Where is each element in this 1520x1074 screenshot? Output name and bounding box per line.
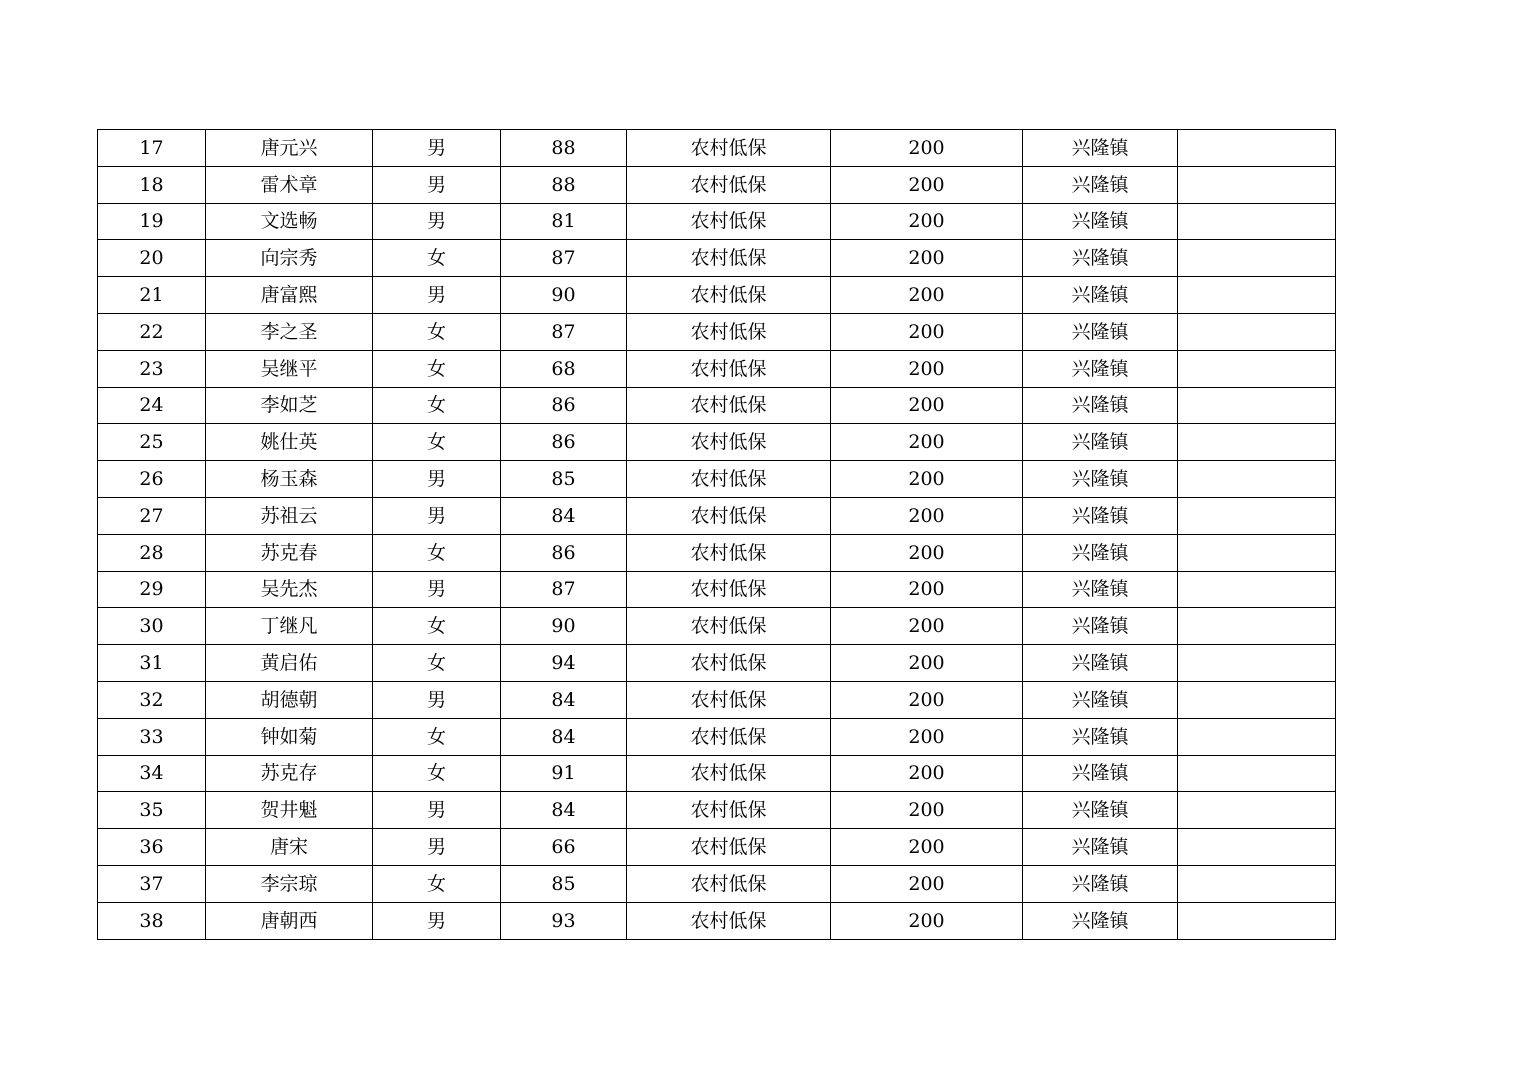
cell-age: 84 [501, 718, 627, 755]
table-row [98, 718, 1336, 755]
cell-category: 农村低保 [627, 387, 831, 424]
cell-amount: 200 [831, 865, 1023, 902]
cell-no: 21 [98, 277, 206, 314]
cell-remark [1178, 792, 1336, 829]
cell-amount: 200 [831, 203, 1023, 240]
cell-name: 苏祖云 [206, 497, 373, 534]
cell-remark [1178, 240, 1336, 277]
cell-name: 唐元兴 [206, 130, 373, 167]
cell-name: 李之圣 [206, 313, 373, 350]
cell-remark [1178, 865, 1336, 902]
table-row [98, 166, 1336, 203]
table-row [98, 534, 1336, 571]
cell-amount: 200 [831, 755, 1023, 792]
cell-category: 农村低保 [627, 130, 831, 167]
cell-no: 29 [98, 571, 206, 608]
table-row [98, 645, 1336, 682]
cell-town: 兴隆镇 [1023, 829, 1178, 866]
cell-town: 兴隆镇 [1023, 902, 1178, 939]
cell-name: 李宗琼 [206, 865, 373, 902]
cell-age: 87 [501, 313, 627, 350]
cell-category: 农村低保 [627, 902, 831, 939]
cell-age: 87 [501, 571, 627, 608]
cell-gender: 女 [373, 645, 501, 682]
cell-remark [1178, 902, 1336, 939]
cell-name: 钟如菊 [206, 718, 373, 755]
cell-amount: 200 [831, 461, 1023, 498]
cell-age: 81 [501, 203, 627, 240]
cell-gender: 男 [373, 461, 501, 498]
cell-age: 68 [501, 350, 627, 387]
cell-age: 86 [501, 387, 627, 424]
cell-age: 93 [501, 902, 627, 939]
cell-category: 农村低保 [627, 681, 831, 718]
cell-age: 66 [501, 829, 627, 866]
cell-no: 19 [98, 203, 206, 240]
cell-name: 贺井魁 [206, 792, 373, 829]
cell-category: 农村低保 [627, 203, 831, 240]
table-row [98, 681, 1336, 718]
cell-age: 85 [501, 865, 627, 902]
cell-town: 兴隆镇 [1023, 645, 1178, 682]
cell-category: 农村低保 [627, 240, 831, 277]
cell-town: 兴隆镇 [1023, 534, 1178, 571]
cell-gender: 男 [373, 166, 501, 203]
cell-age: 84 [501, 792, 627, 829]
cell-amount: 200 [831, 645, 1023, 682]
cell-remark [1178, 387, 1336, 424]
table-row [98, 829, 1336, 866]
cell-gender: 男 [373, 130, 501, 167]
cell-name: 吴继平 [206, 350, 373, 387]
cell-category: 农村低保 [627, 166, 831, 203]
cell-age: 84 [501, 681, 627, 718]
cell-town: 兴隆镇 [1023, 277, 1178, 314]
cell-gender: 男 [373, 681, 501, 718]
cell-name: 唐富熙 [206, 277, 373, 314]
cell-age: 94 [501, 645, 627, 682]
cell-town: 兴隆镇 [1023, 203, 1178, 240]
cell-remark [1178, 203, 1336, 240]
cell-amount: 200 [831, 497, 1023, 534]
document-page [97, 129, 1336, 940]
cell-no: 18 [98, 166, 206, 203]
cell-age: 84 [501, 497, 627, 534]
cell-gender: 女 [373, 718, 501, 755]
cell-no: 26 [98, 461, 206, 498]
cell-age: 88 [501, 130, 627, 167]
cell-age: 86 [501, 534, 627, 571]
cell-town: 兴隆镇 [1023, 497, 1178, 534]
cell-remark [1178, 277, 1336, 314]
cell-name: 苏克春 [206, 534, 373, 571]
cell-amount: 200 [831, 240, 1023, 277]
cell-age: 91 [501, 755, 627, 792]
cell-name: 唐朝西 [206, 902, 373, 939]
table-row [98, 792, 1336, 829]
table-row [98, 608, 1336, 645]
cell-category: 农村低保 [627, 461, 831, 498]
table-row [98, 313, 1336, 350]
beneficiary-table [97, 129, 1336, 940]
cell-amount: 200 [831, 350, 1023, 387]
cell-amount: 200 [831, 534, 1023, 571]
cell-age: 86 [501, 424, 627, 461]
cell-gender: 男 [373, 203, 501, 240]
cell-remark [1178, 571, 1336, 608]
cell-amount: 200 [831, 277, 1023, 314]
cell-category: 农村低保 [627, 829, 831, 866]
cell-gender: 女 [373, 608, 501, 645]
cell-no: 38 [98, 902, 206, 939]
cell-name: 胡德朝 [206, 681, 373, 718]
cell-no: 25 [98, 424, 206, 461]
cell-age: 88 [501, 166, 627, 203]
cell-no: 34 [98, 755, 206, 792]
table-row [98, 240, 1336, 277]
table-row [98, 497, 1336, 534]
cell-remark [1178, 424, 1336, 461]
cell-name: 吴先杰 [206, 571, 373, 608]
cell-gender: 男 [373, 829, 501, 866]
cell-age: 90 [501, 277, 627, 314]
cell-town: 兴隆镇 [1023, 424, 1178, 461]
cell-no: 17 [98, 130, 206, 167]
cell-town: 兴隆镇 [1023, 387, 1178, 424]
cell-gender: 女 [373, 534, 501, 571]
cell-category: 农村低保 [627, 865, 831, 902]
cell-remark [1178, 645, 1336, 682]
cell-category: 农村低保 [627, 645, 831, 682]
cell-gender: 男 [373, 497, 501, 534]
cell-category: 农村低保 [627, 792, 831, 829]
cell-town: 兴隆镇 [1023, 681, 1178, 718]
cell-town: 兴隆镇 [1023, 718, 1178, 755]
cell-category: 农村低保 [627, 608, 831, 645]
cell-gender: 女 [373, 865, 501, 902]
cell-age: 85 [501, 461, 627, 498]
cell-town: 兴隆镇 [1023, 350, 1178, 387]
table-body [98, 130, 1336, 940]
cell-gender: 女 [373, 240, 501, 277]
cell-amount: 200 [831, 718, 1023, 755]
cell-gender: 女 [373, 755, 501, 792]
cell-amount: 200 [831, 792, 1023, 829]
cell-gender: 男 [373, 792, 501, 829]
cell-gender: 女 [373, 313, 501, 350]
cell-no: 35 [98, 792, 206, 829]
cell-town: 兴隆镇 [1023, 571, 1178, 608]
cell-name: 苏克存 [206, 755, 373, 792]
cell-name: 李如芝 [206, 387, 373, 424]
cell-remark [1178, 350, 1336, 387]
cell-name: 杨玉森 [206, 461, 373, 498]
cell-amount: 200 [831, 424, 1023, 461]
cell-category: 农村低保 [627, 718, 831, 755]
cell-town: 兴隆镇 [1023, 608, 1178, 645]
table-row [98, 203, 1336, 240]
cell-category: 农村低保 [627, 755, 831, 792]
cell-remark [1178, 497, 1336, 534]
cell-no: 33 [98, 718, 206, 755]
cell-remark [1178, 461, 1336, 498]
table-row [98, 130, 1336, 167]
cell-name: 姚仕英 [206, 424, 373, 461]
cell-remark [1178, 681, 1336, 718]
cell-amount: 200 [831, 902, 1023, 939]
table-row [98, 277, 1336, 314]
cell-no: 37 [98, 865, 206, 902]
cell-no: 22 [98, 313, 206, 350]
cell-no: 30 [98, 608, 206, 645]
cell-gender: 女 [373, 387, 501, 424]
cell-town: 兴隆镇 [1023, 792, 1178, 829]
cell-amount: 200 [831, 681, 1023, 718]
cell-no: 32 [98, 681, 206, 718]
cell-no: 24 [98, 387, 206, 424]
cell-town: 兴隆镇 [1023, 240, 1178, 277]
cell-town: 兴隆镇 [1023, 755, 1178, 792]
cell-remark [1178, 130, 1336, 167]
cell-category: 农村低保 [627, 350, 831, 387]
cell-gender: 女 [373, 424, 501, 461]
cell-remark [1178, 829, 1336, 866]
cell-amount: 200 [831, 313, 1023, 350]
cell-no: 23 [98, 350, 206, 387]
cell-category: 农村低保 [627, 277, 831, 314]
cell-remark [1178, 534, 1336, 571]
cell-no: 31 [98, 645, 206, 682]
cell-no: 20 [98, 240, 206, 277]
cell-category: 农村低保 [627, 424, 831, 461]
cell-town: 兴隆镇 [1023, 313, 1178, 350]
cell-category: 农村低保 [627, 497, 831, 534]
cell-remark [1178, 755, 1336, 792]
cell-town: 兴隆镇 [1023, 865, 1178, 902]
cell-amount: 200 [831, 571, 1023, 608]
cell-no: 36 [98, 829, 206, 866]
table-row [98, 902, 1336, 939]
cell-gender: 女 [373, 350, 501, 387]
cell-town: 兴隆镇 [1023, 130, 1178, 167]
cell-amount: 200 [831, 829, 1023, 866]
cell-amount: 200 [831, 387, 1023, 424]
table-row [98, 350, 1336, 387]
cell-category: 农村低保 [627, 534, 831, 571]
cell-gender: 男 [373, 277, 501, 314]
cell-gender: 男 [373, 902, 501, 939]
cell-town: 兴隆镇 [1023, 166, 1178, 203]
cell-age: 90 [501, 608, 627, 645]
cell-amount: 200 [831, 130, 1023, 167]
cell-remark [1178, 608, 1336, 645]
table-row [98, 571, 1336, 608]
cell-gender: 男 [373, 571, 501, 608]
cell-name: 文选畅 [206, 203, 373, 240]
cell-name: 丁继凡 [206, 608, 373, 645]
cell-category: 农村低保 [627, 571, 831, 608]
table-row [98, 387, 1336, 424]
cell-no: 27 [98, 497, 206, 534]
cell-category: 农村低保 [627, 313, 831, 350]
cell-name: 唐宋 [206, 829, 373, 866]
cell-amount: 200 [831, 166, 1023, 203]
cell-town: 兴隆镇 [1023, 461, 1178, 498]
cell-no: 28 [98, 534, 206, 571]
cell-name: 雷术章 [206, 166, 373, 203]
cell-name: 向宗秀 [206, 240, 373, 277]
cell-amount: 200 [831, 608, 1023, 645]
cell-name: 黄启佑 [206, 645, 373, 682]
table-row [98, 461, 1336, 498]
cell-remark [1178, 718, 1336, 755]
cell-remark [1178, 313, 1336, 350]
table-row [98, 865, 1336, 902]
cell-remark [1178, 166, 1336, 203]
table-row [98, 755, 1336, 792]
cell-age: 87 [501, 240, 627, 277]
table-row [98, 424, 1336, 461]
